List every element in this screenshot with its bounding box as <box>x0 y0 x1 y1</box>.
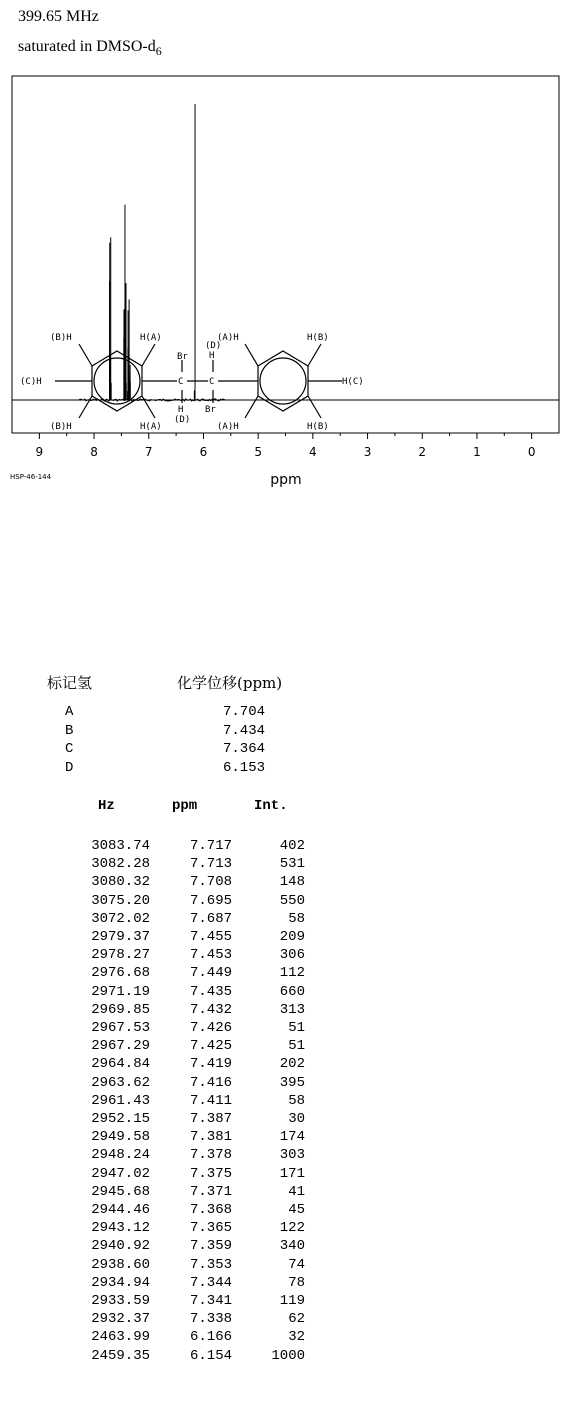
assignment-shift-value: 7.364 <box>222 741 265 758</box>
assignment-row <box>65 741 265 759</box>
peak-table-header-ppm: ppm <box>172 798 198 814</box>
table-row <box>60 929 310 946</box>
peak-ppm-cell: 7.338 <box>189 1311 232 1328</box>
table-row <box>60 874 310 891</box>
peak-int-cell: 306 <box>279 947 305 964</box>
table-row <box>60 1056 310 1073</box>
peak-ppm-cell: 7.341 <box>189 1293 232 1309</box>
assignment-proton-label: B <box>65 722 74 739</box>
peak-hz-cell: 2949.58 <box>91 1129 150 1146</box>
table-row <box>60 1075 310 1092</box>
spectrum-code: HSP-46-144 <box>10 473 52 481</box>
label-left-top-hb: (B)H <box>50 333 72 343</box>
peak-int-cell: 174 <box>279 1129 305 1146</box>
table-row <box>60 1184 310 1201</box>
peak-int-cell: 30 <box>288 1111 305 1127</box>
assignment-header-shift: 化学位移(ppm) <box>177 674 283 692</box>
peak-ppm-cell: 7.425 <box>189 1038 232 1055</box>
assignment-row <box>65 760 265 778</box>
label-right-top-ha: (A)H <box>217 333 239 343</box>
peak-hz-cell: 2940.92 <box>91 1238 150 1255</box>
peak-int-cell: 402 <box>279 838 305 854</box>
peak-ppm-cell: 7.359 <box>189 1238 232 1255</box>
solvent-subscript: 6 <box>155 44 162 58</box>
peak-int-cell: 41 <box>288 1183 305 1200</box>
label-left-bottom-hb: (B)H <box>50 422 72 432</box>
peak-int-cell: 209 <box>279 929 305 945</box>
table-row <box>60 838 310 855</box>
assignment-shift-value: 7.434 <box>222 722 265 739</box>
peak-int-cell: 74 <box>288 1256 305 1273</box>
label-right-hc: H(C) <box>342 377 364 387</box>
peak-ppm-cell: 7.453 <box>189 947 232 964</box>
table-row <box>60 1147 310 1164</box>
peak-hz-cell: 2971.19 <box>91 983 150 1000</box>
peak-ppm-cell: 7.353 <box>189 1256 232 1273</box>
label-d-right: (D) <box>205 341 222 351</box>
peak-ppm-cell: 7.426 <box>189 1020 232 1036</box>
peak-hz-cell: 2963.62 <box>91 1074 150 1091</box>
x-axis-label: ppm <box>270 472 302 488</box>
table-row <box>60 984 310 1001</box>
peak-int-cell: 148 <box>279 874 305 891</box>
table-row <box>60 1002 310 1019</box>
peak-hz-cell: 2945.68 <box>91 1183 150 1200</box>
x-tick-label: 4 <box>309 445 317 459</box>
table-row <box>60 1220 310 1237</box>
table-row <box>60 856 310 873</box>
x-tick-label: 5 <box>254 445 262 459</box>
assignment-row <box>65 723 265 741</box>
x-tick-label: 0 <box>527 445 536 459</box>
right-benzene-ring <box>258 351 308 411</box>
peak-hz-cell: 3082.28 <box>91 856 150 873</box>
peak-ppm-cell: 7.713 <box>189 856 232 873</box>
table-row <box>60 965 310 982</box>
peak-hz-cell: 3075.20 <box>91 892 150 909</box>
label-left-bottom-ha: H(A) <box>140 422 162 432</box>
label-right-bottom-ha: (A)H <box>217 422 239 432</box>
peak-hz-cell: 2967.53 <box>91 1020 150 1036</box>
molecule-structure <box>0 0 570 670</box>
left-benzene-ring <box>92 351 142 411</box>
peak-hz-cell: 2964.84 <box>91 1056 150 1073</box>
peak-table-header-int: Int. <box>254 798 288 814</box>
x-tick-label: 3 <box>363 445 372 459</box>
label-left-top-ha: H(A) <box>140 333 162 343</box>
table-row <box>60 1129 310 1146</box>
peak-hz-cell: 2933.59 <box>91 1293 150 1309</box>
peak-hz-cell: 2463.99 <box>91 1329 150 1346</box>
peak-int-cell: 112 <box>279 965 305 982</box>
label-h-left: H <box>178 405 184 415</box>
peak-ppm-cell: 6.154 <box>189 1347 232 1364</box>
peak-ppm-cell: 7.708 <box>189 874 232 891</box>
peak-int-cell: 303 <box>279 1147 305 1164</box>
peak-hz-cell: 3083.74 <box>91 838 150 854</box>
peak-ppm-cell: 7.416 <box>189 1074 232 1091</box>
table-row <box>60 1111 310 1128</box>
solvent-text: saturated in DMSO-d <box>18 38 156 55</box>
peak-table-header-hz: Hz <box>98 798 115 814</box>
table-row <box>60 1238 310 1255</box>
peak-int-cell: 119 <box>279 1293 305 1309</box>
assignment-shift-value: 7.704 <box>222 704 265 720</box>
peak-int-cell: 32 <box>288 1329 305 1346</box>
peak-hz-cell: 2932.37 <box>91 1311 150 1328</box>
peak-ppm-cell: 7.455 <box>189 929 232 945</box>
peak-int-cell: 51 <box>288 1038 305 1055</box>
peak-int-cell: 78 <box>288 1274 305 1291</box>
table-row <box>60 1202 310 1219</box>
peak-int-cell: 550 <box>279 892 305 909</box>
peak-ppm-cell: 7.419 <box>189 1056 232 1073</box>
peak-ppm-cell: 7.435 <box>189 983 232 1000</box>
peak-hz-cell: 2947.02 <box>91 1165 150 1182</box>
assignment-proton-label: A <box>65 704 74 720</box>
assignment-proton-label: C <box>65 741 74 758</box>
peak-hz-cell: 3072.02 <box>91 910 150 927</box>
peak-ppm-cell: 7.695 <box>189 892 232 909</box>
peak-ppm-cell: 7.371 <box>189 1183 232 1200</box>
peak-int-cell: 202 <box>279 1056 305 1073</box>
peak-int-cell: 51 <box>288 1020 305 1036</box>
peak-hz-cell: 2952.15 <box>91 1111 150 1127</box>
table-row <box>60 1166 310 1183</box>
table-row <box>60 1293 310 1310</box>
peak-hz-cell: 2979.37 <box>91 929 150 945</box>
peak-int-cell: 171 <box>279 1165 305 1182</box>
table-row <box>60 893 310 910</box>
peak-ppm-cell: 7.381 <box>189 1129 232 1146</box>
peak-hz-cell: 3080.32 <box>91 874 150 891</box>
spectrometer-frequency: 399.65 MHz <box>18 8 99 25</box>
table-row <box>60 1093 310 1110</box>
x-tick-label: 7 <box>144 445 153 459</box>
x-tick-label: 6 <box>199 445 208 459</box>
table-row <box>60 1275 310 1292</box>
peak-ppm-cell: 7.411 <box>189 1092 232 1109</box>
peak-ppm-cell: 7.387 <box>189 1111 232 1127</box>
table-row <box>60 1311 310 1328</box>
table-row <box>60 911 310 928</box>
peak-ppm-cell: 7.344 <box>189 1274 232 1291</box>
label-br-top: Br <box>177 352 188 362</box>
label-c-left: C <box>178 377 184 387</box>
peak-hz-cell: 2976.68 <box>91 965 150 982</box>
x-tick-label: 8 <box>90 445 98 459</box>
table-row <box>60 1038 310 1055</box>
peak-hz-cell: 2948.24 <box>91 1147 150 1164</box>
peak-ppm-cell: 7.375 <box>189 1165 232 1182</box>
label-c-right: C <box>209 377 215 387</box>
label-right-top-hb: H(B) <box>307 333 329 343</box>
label-left-hc: (C)H <box>20 377 42 387</box>
table-row <box>60 1257 310 1274</box>
peak-int-cell: 45 <box>288 1202 305 1218</box>
label-d-left: (D) <box>174 415 191 425</box>
peak-int-cell: 660 <box>279 983 305 1000</box>
table-row <box>60 947 310 964</box>
x-tick-label: 9 <box>35 445 44 459</box>
peak-ppm-cell: 7.432 <box>189 1001 232 1018</box>
peak-ppm-cell: 6.166 <box>189 1329 232 1346</box>
peak-ppm-cell: 7.365 <box>189 1220 232 1237</box>
peak-int-cell: 340 <box>279 1238 305 1255</box>
peak-int-cell: 395 <box>279 1074 305 1091</box>
assignment-row <box>65 704 265 722</box>
peak-int-cell: 313 <box>279 1001 305 1018</box>
peak-hz-cell: 2934.94 <box>91 1274 150 1291</box>
peak-hz-cell: 2969.85 <box>91 1001 150 1018</box>
label-right-bottom-hb: H(B) <box>307 422 329 432</box>
x-tick-label: 1 <box>473 445 481 459</box>
peak-hz-cell: 2944.46 <box>91 1202 150 1218</box>
peak-ppm-cell: 7.368 <box>189 1202 232 1218</box>
table-row <box>60 1329 310 1346</box>
peak-hz-cell: 2978.27 <box>91 947 150 964</box>
peak-ppm-cell: 7.687 <box>189 910 232 927</box>
peak-ppm-cell: 7.717 <box>189 838 232 854</box>
structure-bonds <box>55 344 342 418</box>
assignment-shift-value: 6.153 <box>222 760 265 777</box>
peak-int-cell: 62 <box>288 1311 305 1328</box>
peak-int-cell: 58 <box>288 1092 305 1109</box>
peak-hz-cell: 2967.29 <box>91 1038 150 1055</box>
peak-int-cell: 1000 <box>271 1347 305 1364</box>
label-h-right: H <box>209 351 215 361</box>
table-row <box>60 1348 310 1365</box>
peak-int-cell: 58 <box>288 910 305 927</box>
peak-hz-cell: 2943.12 <box>91 1220 150 1237</box>
assignment-proton-label: D <box>65 760 74 777</box>
assignment-header-label: 标记氢 <box>47 674 93 692</box>
label-br-bottom: Br <box>205 405 216 415</box>
peak-hz-cell: 2938.60 <box>91 1256 150 1273</box>
peak-ppm-cell: 7.449 <box>189 965 232 982</box>
peak-int-cell: 531 <box>279 856 305 873</box>
peak-hz-cell: 2961.43 <box>91 1092 150 1109</box>
x-tick-label: 2 <box>418 445 427 459</box>
peak-ppm-cell: 7.378 <box>189 1147 232 1164</box>
table-row <box>60 1020 310 1037</box>
peak-int-cell: 122 <box>279 1220 305 1237</box>
peak-hz-cell: 2459.35 <box>91 1347 150 1364</box>
